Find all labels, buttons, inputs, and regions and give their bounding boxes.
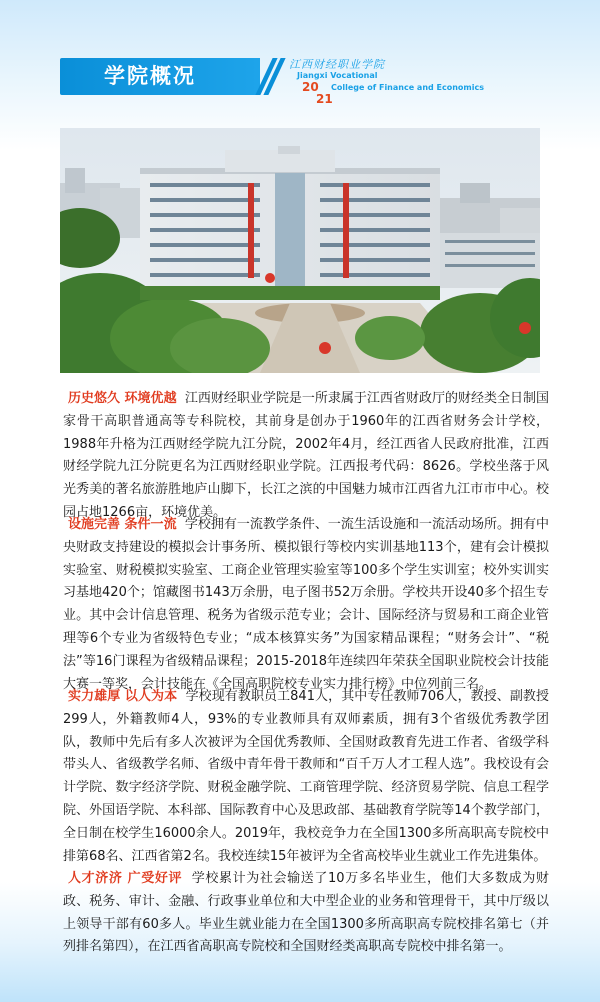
section-heading: 人才济济 广受好评 <box>68 871 183 886</box>
section-text: 学校累计为社会输送了10万多名毕业生，他们大多数成为财政、税务、审计、金融、行政事业单位和大中型企业的业务和管理骨干，其中厅级以上领导干部有60多人。毕业生就业能力在全国1300多所高职高专院校排名第七（并列排名第四），在江西省高职高专院校和全国财经类高职高专院校中排名第一。 <box>63 871 550 955</box>
section-graduates <box>63 868 549 959</box>
college-name-chinese: 江西财经职业学院 <box>289 58 385 71</box>
section-text: 学校现有教职员工841人，其中专任教师706人，教授、副教授299人，外籍教师4人，93%的专业教师具有双师素质，拥有3个省级优秀教学团队，教师中先后有多人次被评为全国优秀教师、全国财政教育先进工作者、省级学科带头人、省级教学名师、省级中青年骨干教师和“百千万人才工程人选”。我校设有会计学院、数字经济学院、财税金融学院、工商管理学院、经济贸易学院、信息工程学院、外国语学院、本科部、国际教育中心及思政部、基础教育学院等14个教学部门，全日制在校学生16000余人。2019年，我校竞争力在全国1300多所高职高专院校中排第68名、江西省第2名。我校连续15年被评为全省高校毕业生就业工作先进集体。 <box>63 689 549 864</box>
section-text: 学校拥有一流教学条件、一流生活设施和一流活动场所。拥有中央财政支持建设的模拟会计事务所、模拟银行等校内实训基地113个，建有会计模拟实验室、财税模拟实验室、工商企业管理实验室等100多个学生实训室；校外实训实习基地420个；馆藏图书143万余册，电子图书52万余册。学校共开设40多个招生专业。其中会计信息管理、税务为省级示范专业；会计、国际经济与贸易和工商企业管理等6个专业为省级特色专业；“成本核算实务”为国家精品课程；“财务会计”、“税法”等16门课程为省级精品课程；2015-2018年连续四年荣获全国职业院校会计技能大赛一等奖，会计技能在《全国高职院校专业实力排行榜》中位列前三名。 <box>63 517 549 692</box>
section-heading: 历史悠久 环境优越 <box>68 391 177 406</box>
section-history <box>63 388 549 525</box>
campus-photo <box>60 128 540 373</box>
section-faculty <box>63 686 549 868</box>
year-top: 20 <box>302 80 319 94</box>
section-heading: 设施完善 条件一流 <box>68 517 177 532</box>
page-title: 学院概况 <box>104 64 196 88</box>
section-facilities <box>63 514 549 696</box>
section-heading: 实力雄厚 以人为本 <box>68 689 178 704</box>
section-text: 江西财经职业学院是一所隶属于江西省财政厅的财经类全日制国家骨干高职普通高等专科院校，其前身是创办于1960年的江西省财务会计学校，1988年升格为江西财经学院九江分院，2002年4月，经江西省人民政府批准，江西财经学院九江分院更名为江西财经职业学院。江西报考代码：8626。学校坐落于风光秀美的著名旅游胜地庐山脚下，长江之滨的中国魅力城市江西省九江市市中心。校园占地1266亩，环境优美。 <box>63 391 549 520</box>
college-name-english-line1: Jiangxi Vocational <box>297 71 378 80</box>
college-name-english-line2: College of Finance and Economics <box>331 83 485 92</box>
year-bottom: 21 <box>316 92 333 106</box>
